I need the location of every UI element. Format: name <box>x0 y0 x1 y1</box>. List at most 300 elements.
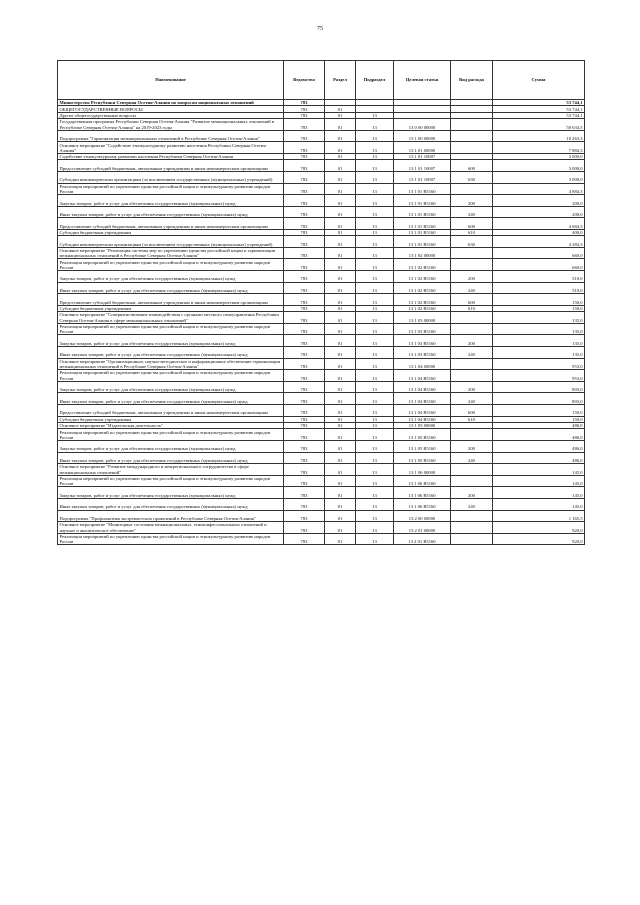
row-target-item: 13 1 01 10007 <box>394 171 451 183</box>
row-subsection: 13 <box>356 218 394 230</box>
row-expense-type: 610 <box>451 416 493 422</box>
row-name: Иные закупки товаров, работ и услуг для обеспечения государственных (муниципальных) нужд <box>58 498 284 510</box>
row-name: ОБЩЕГОСУДАРСТВЕННЫЕ ВОПРОСЫ <box>58 106 284 112</box>
row-target-item: 13 1 04 R5160 <box>394 370 451 382</box>
row-name: Реализация мероприятий по укреплению единства российской нации и этнокультурному развитию народов России <box>58 475 284 487</box>
row-name: Предоставление субсидий бюджетным, автономным учреждениям и иным некоммерческим организациям <box>58 405 284 417</box>
row-expense-type: 240 <box>451 393 493 405</box>
row-department: 783 <box>284 236 325 248</box>
header-section: Раздел <box>325 61 356 100</box>
row-expense-type: 240 <box>451 452 493 464</box>
row-subsection: 13 <box>356 440 394 452</box>
row-subsection: 13 <box>356 282 394 294</box>
row-name: Реализация мероприятий по укреплению единства российской нации и этнокультурному развитию народов России <box>58 533 284 545</box>
row-section: 01 <box>325 440 356 452</box>
row-name: Реализация мероприятий по укреплению единства российской нации и этнокультурному развитию народов России <box>58 183 284 195</box>
row-target-item: 13 1 05 R5160 <box>394 452 451 464</box>
row-amount: 660,0 <box>493 247 585 259</box>
row-expense-type <box>451 522 493 534</box>
row-department: 783 <box>284 475 325 487</box>
row-department: 783 <box>284 183 325 195</box>
row-amount: 150,0 <box>493 416 585 422</box>
row-expense-type: 610 <box>451 229 493 235</box>
row-department: 783 <box>284 358 325 370</box>
row-section: 01 <box>325 487 356 499</box>
row-name: Министерство Республики Северная Осетия-Алания по вопросам национальных отношений <box>58 100 284 106</box>
row-department: 783 <box>284 112 325 118</box>
row-subsection: 13 <box>356 422 394 428</box>
row-target-item: 13 1 01 R5160 <box>394 183 451 195</box>
table-row <box>58 119 585 131</box>
row-expense-type: 200 <box>451 381 493 393</box>
row-expense-type <box>451 259 493 271</box>
row-section: 01 <box>325 259 356 271</box>
table-row <box>58 522 585 534</box>
row-section: 01 <box>325 160 356 172</box>
row-subsection: 13 <box>356 119 394 131</box>
row-subsection: 13 <box>356 358 394 370</box>
row-name: Другие общегосударственные вопросы <box>58 112 284 118</box>
row-subsection: 13 <box>356 294 394 306</box>
row-amount: 953,0 <box>493 358 585 370</box>
row-target-item: 13 2 01 00000 <box>394 522 451 534</box>
row-department: 783 <box>284 106 325 112</box>
row-name: Предоставление субсидий бюджетным, автономным учреждениям и иным некоммерческим организациям <box>58 160 284 172</box>
row-target-item: 13 1 02 R5160 <box>394 294 451 306</box>
row-name: Реализация мероприятий по укреплению единства российской нации и этнокультурному развитию народов России <box>58 259 284 271</box>
row-department: 783 <box>284 347 325 359</box>
row-amount: 920,0 <box>493 533 585 545</box>
table-row <box>58 452 585 464</box>
row-name: Содействие этнокультурному развитию населения Республики Северная Осетия-Алания <box>58 153 284 159</box>
row-expense-type: 200 <box>451 195 493 207</box>
row-target-item: 13 1 04 R5160 <box>394 381 451 393</box>
row-expense-type <box>451 358 493 370</box>
row-expense-type <box>451 429 493 441</box>
row-subsection: 13 <box>356 487 394 499</box>
row-name: Закупка товаров, работ и услуг для обеспечения государственных (муниципальных) нужд <box>58 440 284 452</box>
table-row <box>58 498 585 510</box>
row-amount: 53 744,1 <box>493 100 585 106</box>
row-department: 783 <box>284 422 325 428</box>
row-expense-type: 600 <box>451 294 493 306</box>
row-name: Субсидии некоммерческим организациям (за исключением государственных (муниципальных) учреждений) <box>58 236 284 248</box>
row-section: 01 <box>325 464 356 476</box>
header-department: Ведомство <box>284 61 325 100</box>
row-name: Основное мероприятие "Совершенствование взаимодействия с органами местного самоуправления Республики Северная Осетия-Алания в сфере межнациональных отношений" <box>58 312 284 324</box>
row-section: 01 <box>325 171 356 183</box>
row-section: 01 <box>325 393 356 405</box>
row-amount: 486,0 <box>493 429 585 441</box>
row-amount: 3 000,0 <box>493 160 585 172</box>
row-department: 783 <box>284 271 325 283</box>
row-department: 783 <box>284 247 325 259</box>
row-department: 783 <box>284 335 325 347</box>
row-target-item: 13 1 04 R5160 <box>394 405 451 417</box>
table-row <box>58 171 585 183</box>
row-subsection: 13 <box>356 305 394 311</box>
row-subsection: 13 <box>356 112 394 118</box>
row-section: 01 <box>325 247 356 259</box>
row-department: 783 <box>284 282 325 294</box>
row-name: Субсидии некоммерческим организациям (за исключением государственных (муниципальных) учреждений) <box>58 171 284 183</box>
row-section: 01 <box>325 112 356 118</box>
row-target-item: 13 1 02 R5160 <box>394 259 451 271</box>
row-expense-type: 200 <box>451 440 493 452</box>
row-name: Основное мероприятие "Издательская деятельность" <box>58 422 284 428</box>
row-subsection: 13 <box>356 416 394 422</box>
row-section: 01 <box>325 130 356 142</box>
row-subsection: 13 <box>356 236 394 248</box>
row-amount: 145,0 <box>493 498 585 510</box>
row-subsection: 13 <box>356 522 394 534</box>
row-department: 783 <box>284 393 325 405</box>
row-amount: 4 284,3 <box>493 236 585 248</box>
row-subsection: 13 <box>356 206 394 218</box>
row-subsection: 13 <box>356 153 394 159</box>
row-department: 783 <box>284 218 325 230</box>
row-department: 783 <box>284 510 325 522</box>
row-target-item: 13 1 05 00000 <box>394 422 451 428</box>
row-section: 01 <box>325 271 356 283</box>
row-section: 01 <box>325 358 356 370</box>
row-expense-type: 630 <box>451 236 493 248</box>
row-section: 01 <box>325 452 356 464</box>
row-target-item: 13 1 02 R5160 <box>394 305 451 311</box>
row-target-item: 13 2 01 R5160 <box>394 533 451 545</box>
row-subsection: 13 <box>356 335 394 347</box>
row-name: Подпрограмма "Профилактика экстремистских проявлений в Республике Северная Осетия-Алания" <box>58 510 284 522</box>
table-row <box>58 183 585 195</box>
row-amount: 135,0 <box>493 323 585 335</box>
row-subsection: 13 <box>356 370 394 382</box>
row-section: 01 <box>325 405 356 417</box>
row-target-item: 13 2 00 00000 <box>394 510 451 522</box>
row-subsection: 13 <box>356 183 394 195</box>
row-expense-type: 240 <box>451 498 493 510</box>
row-subsection: 13 <box>356 160 394 172</box>
row-department: 783 <box>284 259 325 271</box>
row-name: Субсидии бюджетным учреждениям <box>58 305 284 311</box>
row-department: 783 <box>284 305 325 311</box>
row-amount: 53 744,1 <box>493 106 585 112</box>
row-target-item: 13 1 01 10007 <box>394 153 451 159</box>
row-expense-type: 240 <box>451 206 493 218</box>
row-department: 783 <box>284 440 325 452</box>
row-department: 783 <box>284 195 325 207</box>
row-department: 783 <box>284 142 325 154</box>
row-department: 783 <box>284 294 325 306</box>
row-department: 783 <box>284 498 325 510</box>
row-section: 01 <box>325 522 356 534</box>
row-amount: 920,0 <box>493 522 585 534</box>
row-name: Основное мероприятие "Реализация системы мер по укреплению единства российской нации и гармонизации межнациональных отношений в Республике Северная Осетия-Алания" <box>58 247 284 259</box>
row-expense-type: 200 <box>451 487 493 499</box>
row-target-item: 13 1 01 10007 <box>394 160 451 172</box>
row-target-item: 13 1 02 R5160 <box>394 282 451 294</box>
row-expense-type <box>451 183 493 195</box>
row-subsection: 13 <box>356 510 394 522</box>
row-target-item: 13 1 06 00000 <box>394 464 451 476</box>
row-target-item: 13 1 04 00000 <box>394 358 451 370</box>
row-section: 01 <box>325 206 356 218</box>
row-expense-type <box>451 370 493 382</box>
row-name: Предоставление субсидий бюджетным, автономным учреждениям и иным некоммерческим организациям <box>58 218 284 230</box>
row-amount: 150,0 <box>493 405 585 417</box>
row-expense-type <box>451 475 493 487</box>
row-name: Иные закупки товаров, работ и услуг для обеспечения государственных (муниципальных) нужд <box>58 452 284 464</box>
row-name: Иные закупки товаров, работ и услуг для обеспечения государственных (муниципальных) нужд <box>58 282 284 294</box>
row-department: 783 <box>284 405 325 417</box>
row-name: Закупка товаров, работ и услуг для обеспечения государственных (муниципальных) нужд <box>58 381 284 393</box>
row-name: Основное мероприятие "Содействие этнокультурному развитию населения Республики Северная Осетия-Алания" <box>58 142 284 154</box>
table-row <box>58 533 585 545</box>
row-subsection: 13 <box>356 464 394 476</box>
row-amount: 803,0 <box>493 393 585 405</box>
row-department: 783 <box>284 487 325 499</box>
row-target-item: 13 1 06 R5160 <box>394 487 451 499</box>
row-expense-type <box>451 533 493 545</box>
row-section: 01 <box>325 323 356 335</box>
row-amount: 10 263,3 <box>493 130 585 142</box>
table-row <box>58 464 585 476</box>
row-target-item: 13 1 02 00000 <box>394 247 451 259</box>
row-section: 01 <box>325 475 356 487</box>
row-target-item: 13 1 02 R5160 <box>394 271 451 283</box>
table-row <box>58 271 585 283</box>
row-name: Иные закупки товаров, работ и услуг для обеспечения государственных (муниципальных) нужд <box>58 347 284 359</box>
row-section: 01 <box>325 312 356 324</box>
row-name: Основное мероприятие "Организационное, научно-методическое и информационное обеспечение гармонизации межнациональных отношений в Республике Северная Осетия-Алания" <box>58 358 284 370</box>
row-amount: 145,0 <box>493 464 585 476</box>
table-row <box>58 282 585 294</box>
row-department: 783 <box>284 416 325 422</box>
row-name: Закупка товаров, работ и услуг для обеспечения государственных (муниципальных) нужд <box>58 195 284 207</box>
row-section: 01 <box>325 236 356 248</box>
row-section: 01 <box>325 183 356 195</box>
row-name: Субсидии бюджетным учреждениям <box>58 229 284 235</box>
row-department: 783 <box>284 160 325 172</box>
page-number: 75 <box>317 26 323 32</box>
row-target-item: 13 1 03 R5160 <box>394 347 451 359</box>
row-section: 01 <box>325 142 356 154</box>
row-name: Подпрограмма "Гармонизация межнациональных отношений в Республике Северная Осетия-Алания" <box>58 130 284 142</box>
row-expense-type: 600 <box>451 218 493 230</box>
row-section: 01 <box>325 229 356 235</box>
row-section: 01 <box>325 381 356 393</box>
row-target-item: 13 1 03 R5160 <box>394 323 451 335</box>
row-name: Реализация мероприятий по укреплению единства российской нации и этнокультурному развитию народов России <box>58 323 284 335</box>
table-row <box>58 381 585 393</box>
row-department: 783 <box>284 522 325 534</box>
row-amount: 510,0 <box>493 271 585 283</box>
row-target-item: 13 1 06 R5160 <box>394 475 451 487</box>
row-section: 01 <box>325 119 356 131</box>
table-row <box>58 487 585 499</box>
row-subsection: 13 <box>356 247 394 259</box>
row-expense-type: 240 <box>451 347 493 359</box>
row-section: 01 <box>325 282 356 294</box>
row-department: 783 <box>284 206 325 218</box>
row-amount: 145,0 <box>493 487 585 499</box>
row-expense-type: 630 <box>451 171 493 183</box>
row-subsection: 13 <box>356 323 394 335</box>
row-section: 01 <box>325 335 356 347</box>
header-expense-type: Вид расхода <box>451 61 493 100</box>
row-amount: 53 744,1 <box>493 112 585 118</box>
row-department: 783 <box>284 100 325 106</box>
row-department: 783 <box>284 130 325 142</box>
row-name: Реализация мероприятий по укреплению единства российской нации и этнокультурному развитию народов России <box>58 370 284 382</box>
row-section: 01 <box>325 294 356 306</box>
row-target-item: 13 1 01 R5160 <box>394 218 451 230</box>
row-amount: 150,0 <box>493 305 585 311</box>
table-row <box>58 312 585 324</box>
row-section: 01 <box>325 416 356 422</box>
row-department: 783 <box>284 464 325 476</box>
row-department: 783 <box>284 119 325 131</box>
row-section: 01 <box>325 153 356 159</box>
row-expense-type <box>451 510 493 522</box>
table-row <box>58 347 585 359</box>
table-row <box>58 370 585 382</box>
row-amount: 1 165,5 <box>493 510 585 522</box>
row-expense-type: 600 <box>451 405 493 417</box>
table-row <box>58 195 585 207</box>
row-subsection: 13 <box>356 533 394 545</box>
row-section: 01 <box>325 106 356 112</box>
table-row <box>58 294 585 306</box>
row-name: Закупка товаров, работ и услуг для обеспечения государственных (муниципальных) нужд <box>58 335 284 347</box>
row-name: Основное мероприятие "Мониторинг состояния межнациональных, этноконфессиональных отношений и научное и аналитическое обеспечение" <box>58 522 284 534</box>
row-expense-type: 600 <box>451 160 493 172</box>
table-row <box>58 475 585 487</box>
row-name: Реализация мероприятий по укреплению единства российской нации и этнокультурному развитию народов России <box>58 429 284 441</box>
row-amount: 803,0 <box>493 381 585 393</box>
row-target-item: 13 1 01 R5160 <box>394 229 451 235</box>
row-amount: 135,0 <box>493 312 585 324</box>
row-department: 783 <box>284 153 325 159</box>
row-subsection: 13 <box>356 259 394 271</box>
row-section: 01 <box>325 218 356 230</box>
row-section: 01 <box>325 533 356 545</box>
table-row <box>58 510 585 522</box>
row-target-item: 13 1 05 R5160 <box>394 440 451 452</box>
row-name: Предоставление субсидий бюджетным, автономным учреждениям и иным некоммерческим организациям <box>58 294 284 306</box>
row-amount: 486,0 <box>493 422 585 428</box>
row-subsection: 13 <box>356 405 394 417</box>
row-name: Закупка товаров, работ и услуг для обеспечения государственных (муниципальных) нужд <box>58 487 284 499</box>
row-expense-type <box>451 142 493 154</box>
row-amount: 486,0 <box>493 440 585 452</box>
row-target-item: 13 1 04 R5160 <box>394 416 451 422</box>
row-section: 01 <box>325 195 356 207</box>
row-section: 01 <box>325 347 356 359</box>
row-target-item: 13 1 03 R5160 <box>394 335 451 347</box>
row-department: 783 <box>284 171 325 183</box>
table-row <box>58 160 585 172</box>
row-section: 01 <box>325 422 356 428</box>
row-subsection: 13 <box>356 171 394 183</box>
row-target-item: 13 0 00 00000 <box>394 119 451 131</box>
row-subsection: 13 <box>356 142 394 154</box>
row-subsection: 13 <box>356 229 394 235</box>
row-subsection: 13 <box>356 498 394 510</box>
table-row <box>58 130 585 142</box>
row-target-item: 13 1 06 R5160 <box>394 498 451 510</box>
row-name: Иные закупки товаров, работ и услуг для обеспечения государственных (муниципальных) нужд <box>58 206 284 218</box>
row-amount: 3 000,0 <box>493 153 585 159</box>
row-target-item: 13 1 01 R5160 <box>394 206 451 218</box>
row-amount: 3 000,0 <box>493 171 585 183</box>
table-row <box>58 440 585 452</box>
row-department: 783 <box>284 312 325 324</box>
row-amount: 145,0 <box>493 475 585 487</box>
row-amount: 4 884,3 <box>493 183 585 195</box>
table-row <box>58 335 585 347</box>
row-department: 783 <box>284 370 325 382</box>
row-subsection: 13 <box>356 381 394 393</box>
row-section: 01 <box>325 305 356 311</box>
row-section: 01 <box>325 370 356 382</box>
table-row <box>58 206 585 218</box>
header-name: Наименование <box>58 61 284 100</box>
row-expense-type: 610 <box>451 305 493 311</box>
row-target-item: 13 1 03 00000 <box>394 312 451 324</box>
table-row <box>58 323 585 335</box>
row-subsection: 13 <box>356 475 394 487</box>
table-row <box>58 405 585 417</box>
row-target-item: 13 1 04 R5160 <box>394 393 451 405</box>
row-section: 01 <box>325 429 356 441</box>
row-amount: 135,0 <box>493 335 585 347</box>
row-target-item: 13 1 00 00000 <box>394 130 451 142</box>
row-amount: 953,0 <box>493 370 585 382</box>
row-amount: 486,0 <box>493 452 585 464</box>
row-amount: 135,0 <box>493 347 585 359</box>
header-target-item: Целевая статья <box>394 61 451 100</box>
row-name: Основное мероприятие "Развитие международного и межрегионального сотрудничества в сфере межнациональных отношений" <box>58 464 284 476</box>
table-row <box>58 247 585 259</box>
row-name: Закупка товаров, работ и услуг для обеспечения государственных (муниципальных) нужд <box>58 271 284 283</box>
row-amount: 4 684,3 <box>493 218 585 230</box>
row-expense-type: 200 <box>451 271 493 283</box>
table-row <box>58 218 585 230</box>
row-expense-type <box>451 119 493 131</box>
row-expense-type <box>451 247 493 259</box>
row-department: 783 <box>284 381 325 393</box>
table-header-row <box>58 61 585 100</box>
row-amount: 150,0 <box>493 294 585 306</box>
row-name: Государственная программа Республики Северная Осетия-Алания "Развитие межнациональных отношений в Республике Северная Осетия-Алания" на 2019-2023 годы <box>58 119 284 131</box>
row-target-item: 13 1 05 R5160 <box>394 429 451 441</box>
row-subsection: 13 <box>356 271 394 283</box>
table-row <box>58 259 585 271</box>
row-expense-type: 240 <box>451 282 493 294</box>
table-row <box>58 236 585 248</box>
row-subsection: 13 <box>356 130 394 142</box>
row-amount: 200,0 <box>493 195 585 207</box>
row-department: 783 <box>284 429 325 441</box>
row-subsection: 13 <box>356 347 394 359</box>
row-subsection: 13 <box>356 195 394 207</box>
row-name: Иные закупки товаров, работ и услуг для обеспечения государственных (муниципальных) нужд <box>58 393 284 405</box>
row-department: 783 <box>284 323 325 335</box>
budget-table <box>57 60 585 545</box>
row-amount: 7 884,3 <box>493 142 585 154</box>
table-row <box>58 393 585 405</box>
row-expense-type <box>451 130 493 142</box>
